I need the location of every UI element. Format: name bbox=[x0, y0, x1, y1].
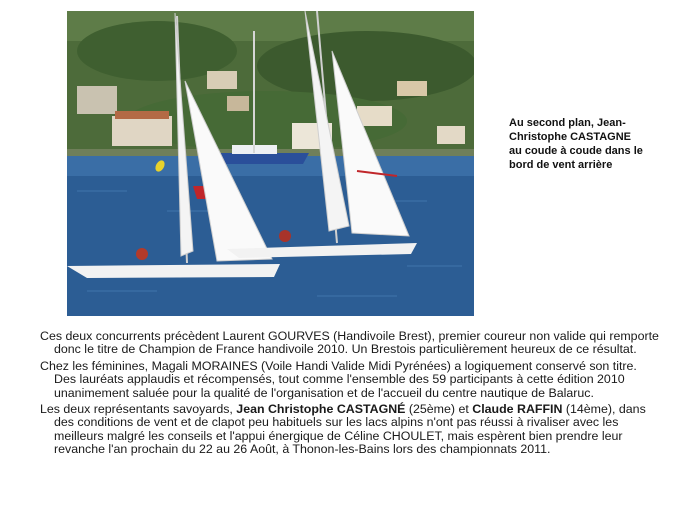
photo-caption bbox=[509, 116, 669, 172]
article-body bbox=[40, 330, 662, 460]
competitor-name: Claude RAFFIN bbox=[472, 402, 563, 417]
paragraph-results: Ces deux concurrents précèdent Laurent GOURVES (Handivoile Brest), premier coureur non valide qui remporte donc le titre de Champion de France handivoile 2010. Un Brestois particulièrement heureux de ce résultat. bbox=[40, 329, 659, 357]
paragraph-text: (14ème), dans des conditions de vent et de clapot peu habituels sur les lacs alpins n'ont pas réussi à rivaliser avec les meilleurs malgré les conseils et l'appui énergique de Céline CHOULET, mais espèrent bien prendre leur revanche l'an prochain du 22 au 26 Août, à Thonon-les-Bains lors des championnats 2011. bbox=[54, 402, 646, 457]
paragraph-savoyards bbox=[40, 403, 662, 457]
caption-line: bord de vent arrière bbox=[509, 159, 613, 171]
paragraph-text: (25ème) et bbox=[405, 402, 473, 417]
caption-line: au coude à coude dans le bbox=[509, 145, 643, 157]
caption-line: Christophe CASTAGNE bbox=[509, 131, 632, 143]
paragraph-women: Chez les féminines, Magali MORAINES (Voile Handi Valide Midi Pyrénées) a logiquement conservé son titre. Des lauréats applaudis et récompensés, tout comme l'ensemble des 59 participants à cette édition 2010 unanimement saluée pour la qualité de l'organisation et de l'accueil du centre nautique de Balaruc. bbox=[40, 358, 637, 400]
competitor-name: Jean Christophe CASTAGNÉ bbox=[236, 402, 406, 417]
paragraph-text: Les deux représentants savoyards, bbox=[40, 402, 237, 417]
caption-line: Au second plan, Jean- bbox=[509, 117, 626, 129]
sailing-photo bbox=[67, 11, 474, 316]
